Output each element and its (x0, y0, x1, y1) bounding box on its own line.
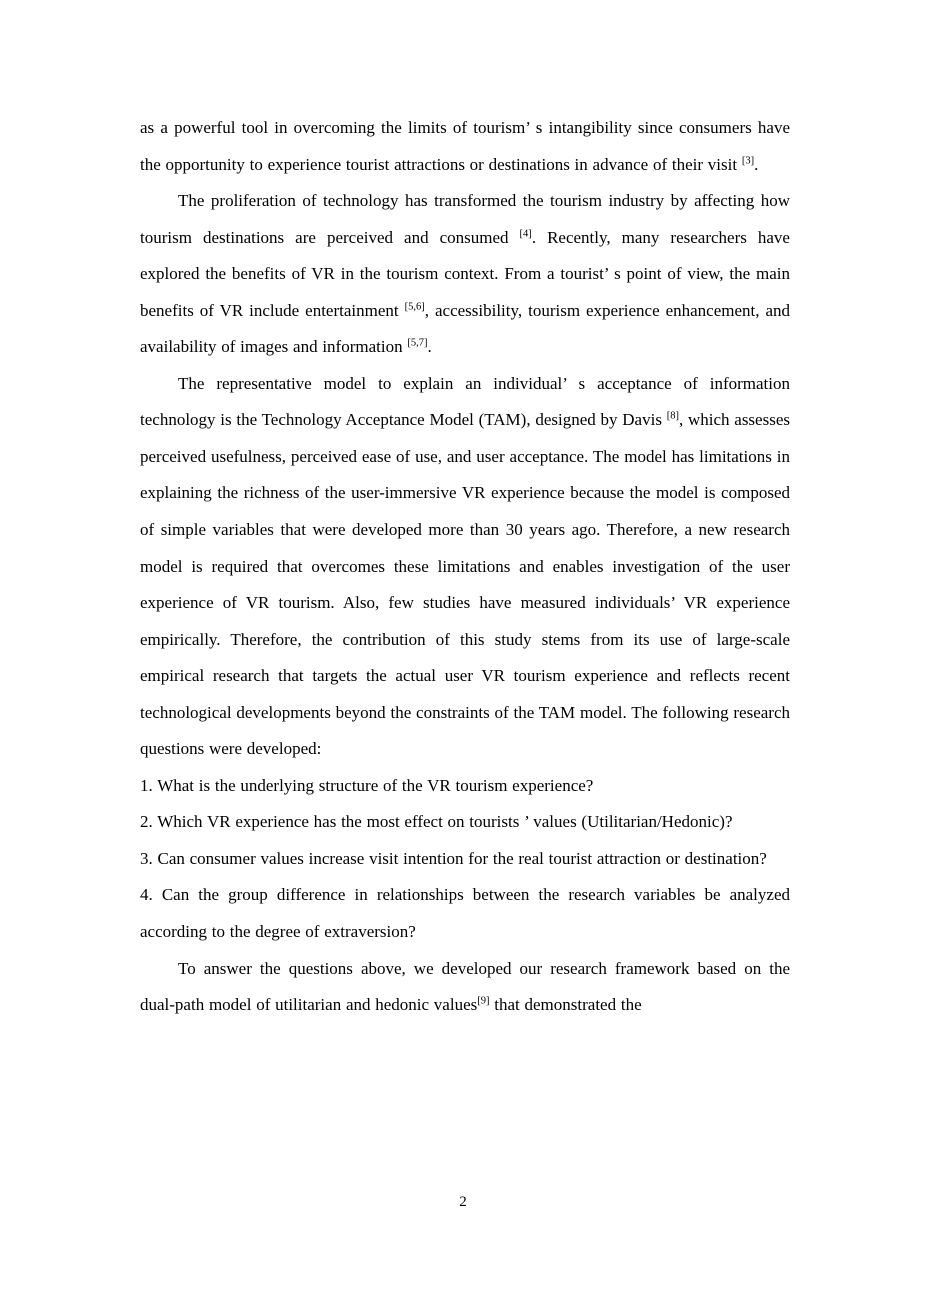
paragraph (140, 804, 790, 841)
paragraph (140, 183, 790, 366)
citation-superscript: [4] (519, 227, 532, 239)
text-run: 1. What is the underlying structure of the VR tourism experience? (140, 775, 594, 795)
text-run: that demonstrated the (489, 995, 642, 1015)
text-run: To answer the questions above, we developed our research framework based on the dual-path model of utilitarian and hedonic values (140, 958, 790, 1015)
text-run: 2. Which VR experience has the most effect on tourists ’ values (Utilitarian/Hedonic)? (140, 812, 733, 832)
page-number: 2 (459, 1194, 467, 1210)
text-run: , accessibility, tourism experience enhancement, and availability of images and information (140, 300, 791, 357)
page-footer (0, 1192, 926, 1212)
paragraph (140, 877, 790, 950)
text-run: . (754, 154, 759, 174)
text-run: The proliferation of technology has transformed the tourism industry by affecting how tourism destinations are perceived and consumed (140, 191, 790, 247)
text-run: . (427, 337, 432, 357)
paragraph (140, 768, 790, 805)
paragraph (140, 110, 790, 183)
text-run: , which assesses perceived usefulness, perceived ease of use, and user acceptance. The model has limitations in explaining the richness of the user-immersive VR experience because the model is composed of simple variables that were developed more than 30 years ago. Therefore, a new research model is required that overcomes these limitations and enables investigation of the user experience of VR tourism. Also, few studies have measured individuals’ VR experience empirically. Therefore, the contribution of this study stems from its use of large-scale empirical research that targets the actual user VR tourism experience and reflects recent technological developments beyond the constraints of the TAM model. The following research questions were developed: (140, 410, 790, 759)
citation-superscript: [5,6] (404, 301, 425, 313)
paragraph (140, 951, 790, 1024)
text-run: as a powerful tool in overcoming the limits of tourism’ s intangibility since consumers have the opportunity to experience tourist attractions or destinations in advance of their visit (140, 118, 790, 174)
text-run: . Recently, many researchers have explored the benefits of VR in the tourism context. From a tourist’ s point of view, the main benefits of VR include entertainment (140, 227, 790, 320)
paragraph (140, 841, 790, 878)
text-run: The representative model to explain an individual’ s acceptance of information technology is the Technology Acceptance Model (TAM), designed by Davis (140, 373, 790, 430)
citation-superscript: [5,7] (407, 337, 428, 349)
paragraph (140, 366, 790, 768)
text-run: 3. Can consumer values increase visit intention for the real tourist attraction or destination? (140, 848, 767, 868)
body-text (140, 110, 790, 1024)
citation-superscript: [8] (666, 410, 679, 422)
citation-superscript: [3] (741, 154, 755, 166)
text-run: 4. Can the group difference in relationships between the research variables be analyzed according to the degree of extraversion? (140, 885, 790, 942)
citation-superscript: [9] (477, 995, 490, 1007)
